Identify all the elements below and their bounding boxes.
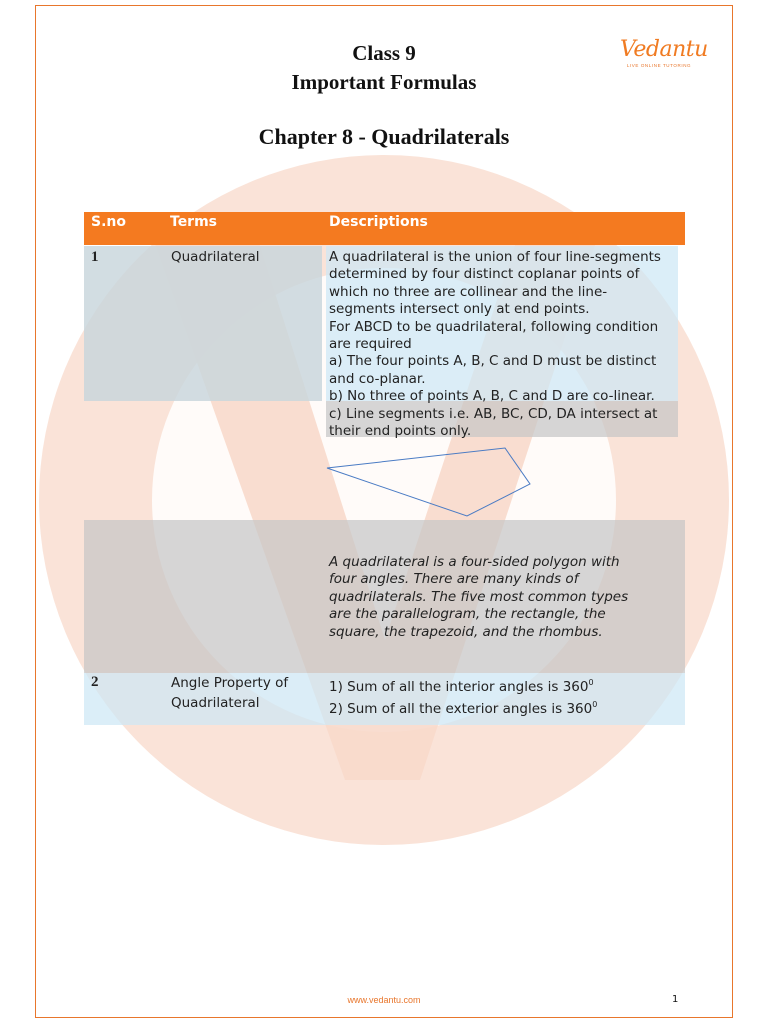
column-header-descriptions: Descriptions [329, 214, 428, 230]
row1-note-line: are the parallelogram, the rectangle, the [329, 606, 606, 623]
row1-description-line: which no three are collinear and the line- [329, 283, 608, 300]
row1-sno: 1 [91, 249, 99, 265]
row1-description-line: their end points only. [329, 423, 472, 440]
row2-formulas [329, 674, 597, 719]
row1-description-line: and co-planar. [329, 370, 426, 387]
row1-note-line: A quadrilateral is a four-sided polygon with [329, 554, 620, 570]
logo-tagline: LIVE ONLINE TUTORING [626, 63, 692, 68]
page-number: 1 [672, 994, 679, 1005]
formula-text: 2) Sum of all the exterior angles is 360 [329, 701, 593, 718]
page-subtitle: Important Formulas [291, 70, 477, 94]
footer-website-link[interactable]: www.vedantu.com [347, 995, 421, 1005]
row1-note-line: four angles. There are many kinds of [329, 571, 579, 588]
row1-description-line: determined by four distinct coplanar points of [329, 266, 640, 283]
degree-superscript: 0 [592, 700, 598, 710]
row2-formula-interior [329, 674, 597, 696]
row1-description-line: A quadrilateral is the union of four line-segments [329, 249, 661, 265]
column-header-sno: S.no [91, 214, 126, 230]
formula-text: 1) Sum of all the interior angles is 360 [329, 679, 589, 695]
column-header-terms: Terms [170, 214, 218, 230]
row1-description-line: are required [329, 336, 412, 353]
row1-description-line: a) The four points A, B, C and D must be distinct [329, 353, 657, 370]
degree-superscript: 0 [588, 678, 594, 687]
row1-description-line: For ABCD to be quadrilateral, following condition [329, 318, 659, 335]
logo-wordmark: Vedantu [620, 37, 708, 62]
row2-term-line: Quadrilateral [171, 694, 260, 711]
row1-note-line: square, the trapezoid, and the rhombus. [329, 623, 603, 640]
class-title: Class 9 [352, 41, 416, 65]
row1-quadrilateral-note [329, 554, 628, 641]
row1-description-line: b) No three of points A, B, C and D are co-linear. [329, 388, 655, 405]
row2-sno: 2 [91, 674, 99, 690]
row2-term-line: Angle Property of [171, 675, 289, 691]
chapter-title: Chapter 8 - Quadrilaterals [258, 124, 510, 149]
row2-term [171, 674, 288, 713]
row2-formula-exterior [329, 696, 597, 718]
row1-note-line: quadrilaterals. The five most common types [329, 588, 629, 605]
row1-description-line: c) Line segments i.e. AB, BC, CD, DA intersect at [329, 405, 658, 422]
row1-term: Quadrilateral [171, 249, 260, 265]
row1-description-line: segments intersect only at end points. [329, 301, 590, 318]
